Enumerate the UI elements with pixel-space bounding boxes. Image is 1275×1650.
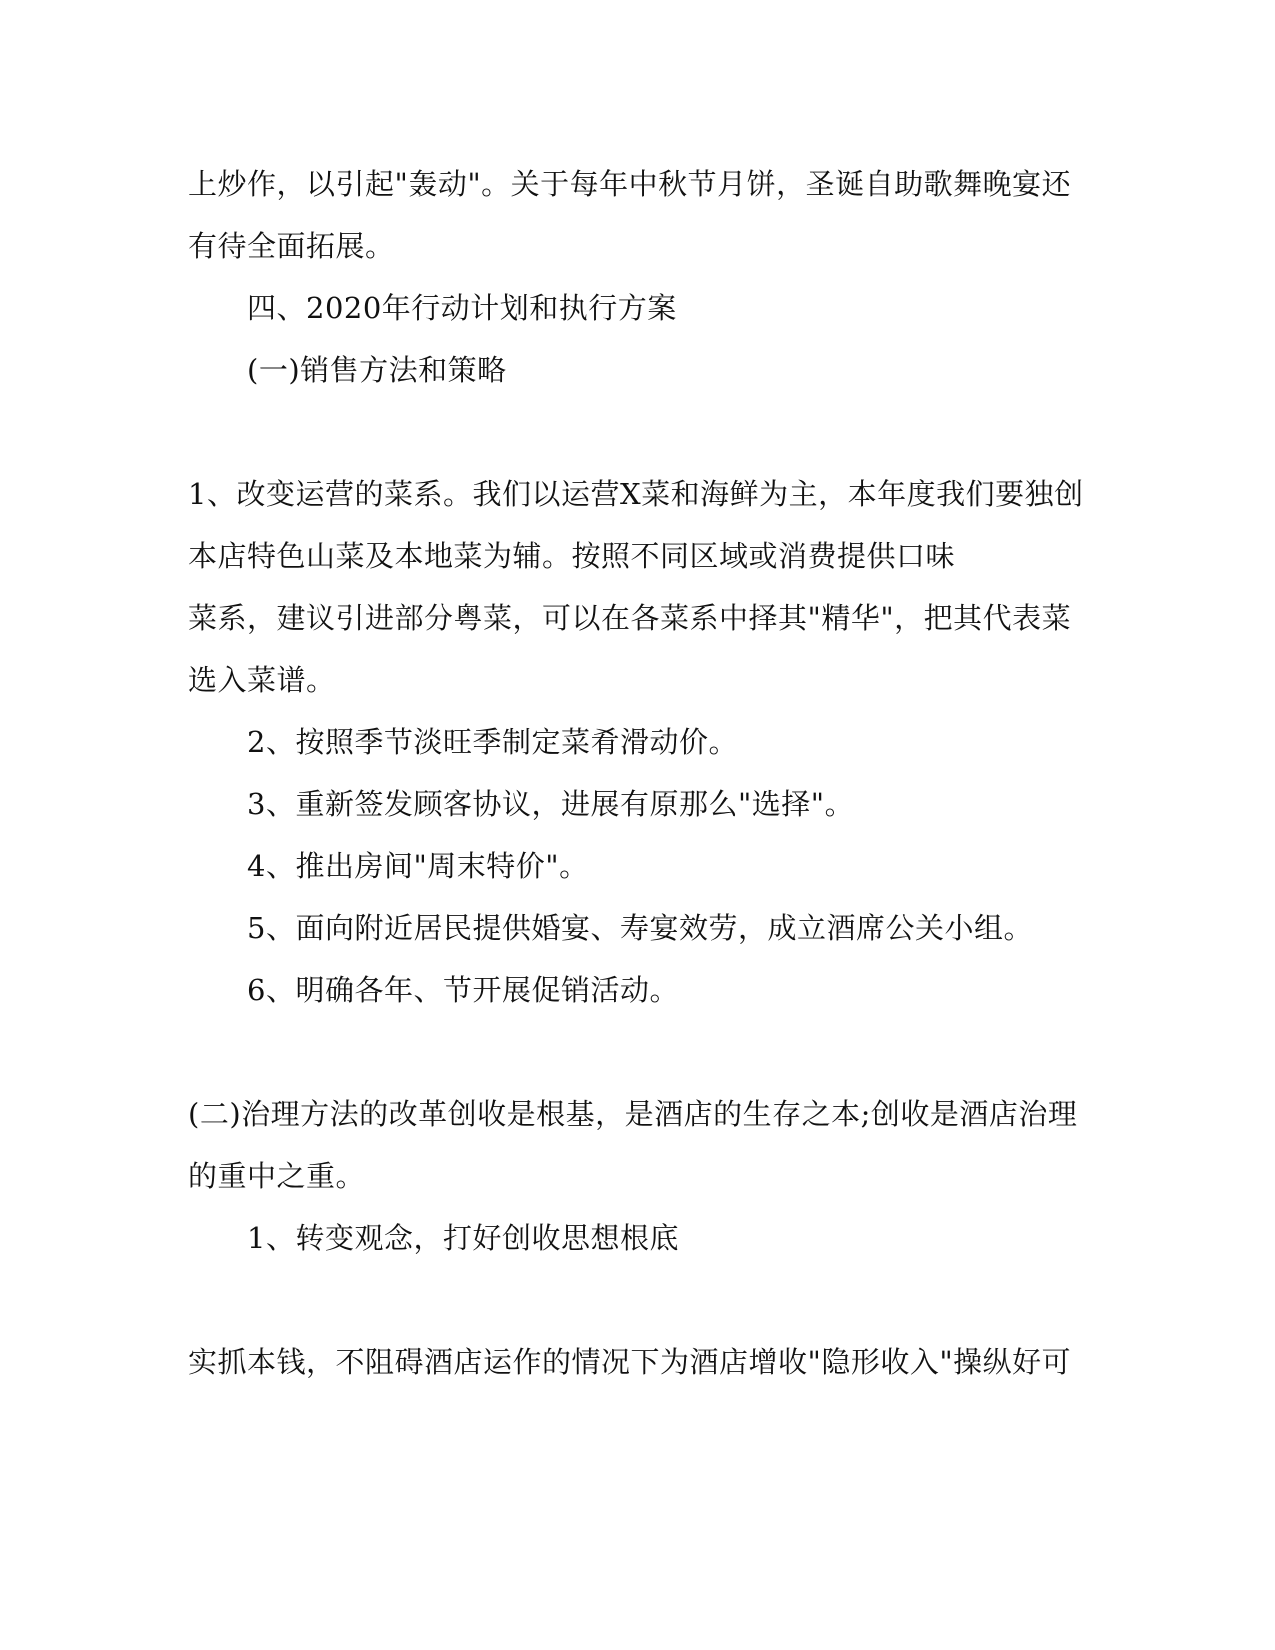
- list-item: 1、转变观念，打好创收思想根底: [247, 1221, 679, 1255]
- text-line: 有待全面拓展。: [188, 229, 395, 263]
- list-item: 6、明确各年、节开展促销活动。: [247, 973, 679, 1007]
- list-item: 3、重新签发顾客协议，进展有原那么"选择"。: [247, 787, 855, 821]
- text-line: 上炒作，以引起"轰动"。关于每年中秋节月饼，圣诞自助歌舞晚宴还: [188, 167, 1072, 201]
- section-heading: 四、2020年行动计划和执行方案: [247, 291, 677, 325]
- list-item: 4、推出房间"周末特价"。: [247, 849, 589, 883]
- list-item: 2、按照季节淡旺季制定菜肴滑动价。: [247, 725, 738, 759]
- text-line: 的重中之重。: [188, 1159, 366, 1193]
- text-line: 实抓本钱，不阻碍酒店运作的情况下为酒店增收"隐形收入"操纵好可: [188, 1345, 1072, 1379]
- text-line: 1、改变运营的菜系。我们以运营X菜和海鲜为主，本年度我们要独创: [188, 477, 1084, 511]
- text-line: 菜系，建议引进部分粤菜，可以在各菜系中择其"精华"，把其代表菜: [188, 601, 1072, 635]
- list-item: 5、面向附近居民提供婚宴、寿宴效劳，成立酒席公关小组。: [247, 911, 1033, 945]
- subsection-heading: (一)销售方法和策略: [247, 353, 507, 387]
- text-line: 本店特色山菜及本地菜为辅。按照不同区域或消费提供口味: [188, 539, 956, 573]
- text-line: (二)治理方法的改革创收是根基，是酒店的生存之本;创收是酒店治理: [188, 1097, 1078, 1131]
- text-line: 选入菜谱。: [188, 663, 336, 697]
